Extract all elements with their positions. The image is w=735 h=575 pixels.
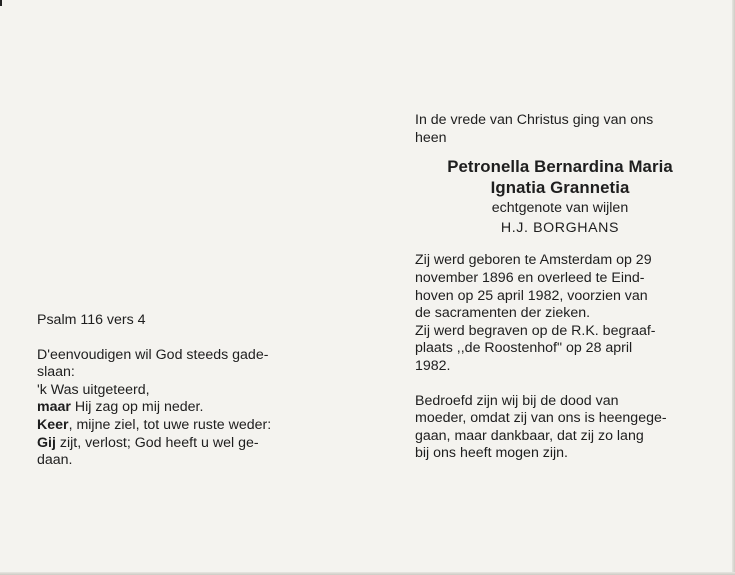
left-panel bbox=[37, 312, 337, 470]
verse-line bbox=[37, 435, 337, 453]
verse-line bbox=[37, 417, 337, 435]
grief-line: gaan, maar dankbaar, dat zij zo lang bbox=[415, 427, 644, 444]
right-panel bbox=[415, 112, 705, 463]
verse-line bbox=[37, 347, 337, 365]
birth-line: hoven op 25 april 1982, voorzien van bbox=[415, 287, 648, 304]
spouse-name: H.J. BORGHANS bbox=[500, 219, 620, 236]
verse-line bbox=[37, 364, 337, 382]
verse-line bbox=[37, 399, 337, 417]
verse-line-emphasis: maar bbox=[37, 399, 71, 416]
intro-line: In de vrede van Christus ging van ons bbox=[415, 112, 654, 128]
verse-line-emphasis: Keer bbox=[37, 416, 69, 433]
verse-line-text: D'eenvoudigen wil God steeds gade- bbox=[37, 346, 269, 363]
grief-line: bij ons heeft mogen zijn. bbox=[415, 445, 569, 462]
spouse-label: echtgenote van wijlen bbox=[491, 200, 629, 217]
intro-line: heen bbox=[415, 129, 447, 146]
verse-line-text: zijt, verlost; God heeft u wel ge- bbox=[55, 434, 259, 451]
birth-line: de sacramenten der zieken. bbox=[415, 305, 591, 322]
corner-mark bbox=[0, 0, 2, 6]
burial-line: plaats ,,de Roostenhof" op 28 april bbox=[415, 340, 633, 357]
verse-line-text: 'k Was uitgeteerd, bbox=[37, 381, 150, 398]
name-line: Ignatia Grannetia bbox=[490, 178, 630, 198]
verse-line-emphasis: Gij bbox=[37, 434, 56, 451]
verse-line-text: , mijne ziel, tot uwe ruste weder: bbox=[68, 416, 272, 433]
intro-text bbox=[415, 112, 705, 147]
birth-line: november 1896 en overleed te Eind- bbox=[415, 269, 645, 286]
birth-paragraph bbox=[415, 252, 705, 322]
verse-line bbox=[37, 382, 337, 400]
verse-line bbox=[37, 452, 337, 470]
psalm-verse bbox=[37, 347, 337, 470]
verse-line-text: slaan: bbox=[37, 364, 75, 381]
deceased-name bbox=[415, 156, 705, 198]
grief-line: Bedroefd zijn wij bij de dood van bbox=[415, 392, 619, 409]
verse-line-text: daan. bbox=[37, 452, 73, 469]
grief-paragraph bbox=[415, 393, 705, 463]
burial-line: 1982. bbox=[415, 357, 451, 374]
burial-line: Zij werd begraven op de R.K. begraaf- bbox=[415, 322, 656, 339]
grief-line: moeder, omdat zij van ons is heengege- bbox=[415, 410, 667, 427]
name-line: Petronella Bernardina Maria bbox=[447, 157, 673, 177]
verse-line-text: Hij zag op mij neder. bbox=[70, 399, 204, 416]
psalm-reference: Psalm 116 vers 4 bbox=[37, 312, 146, 328]
burial-paragraph bbox=[415, 323, 705, 376]
birth-line: Zij werd geboren te Amsterdam op 29 bbox=[415, 252, 652, 269]
